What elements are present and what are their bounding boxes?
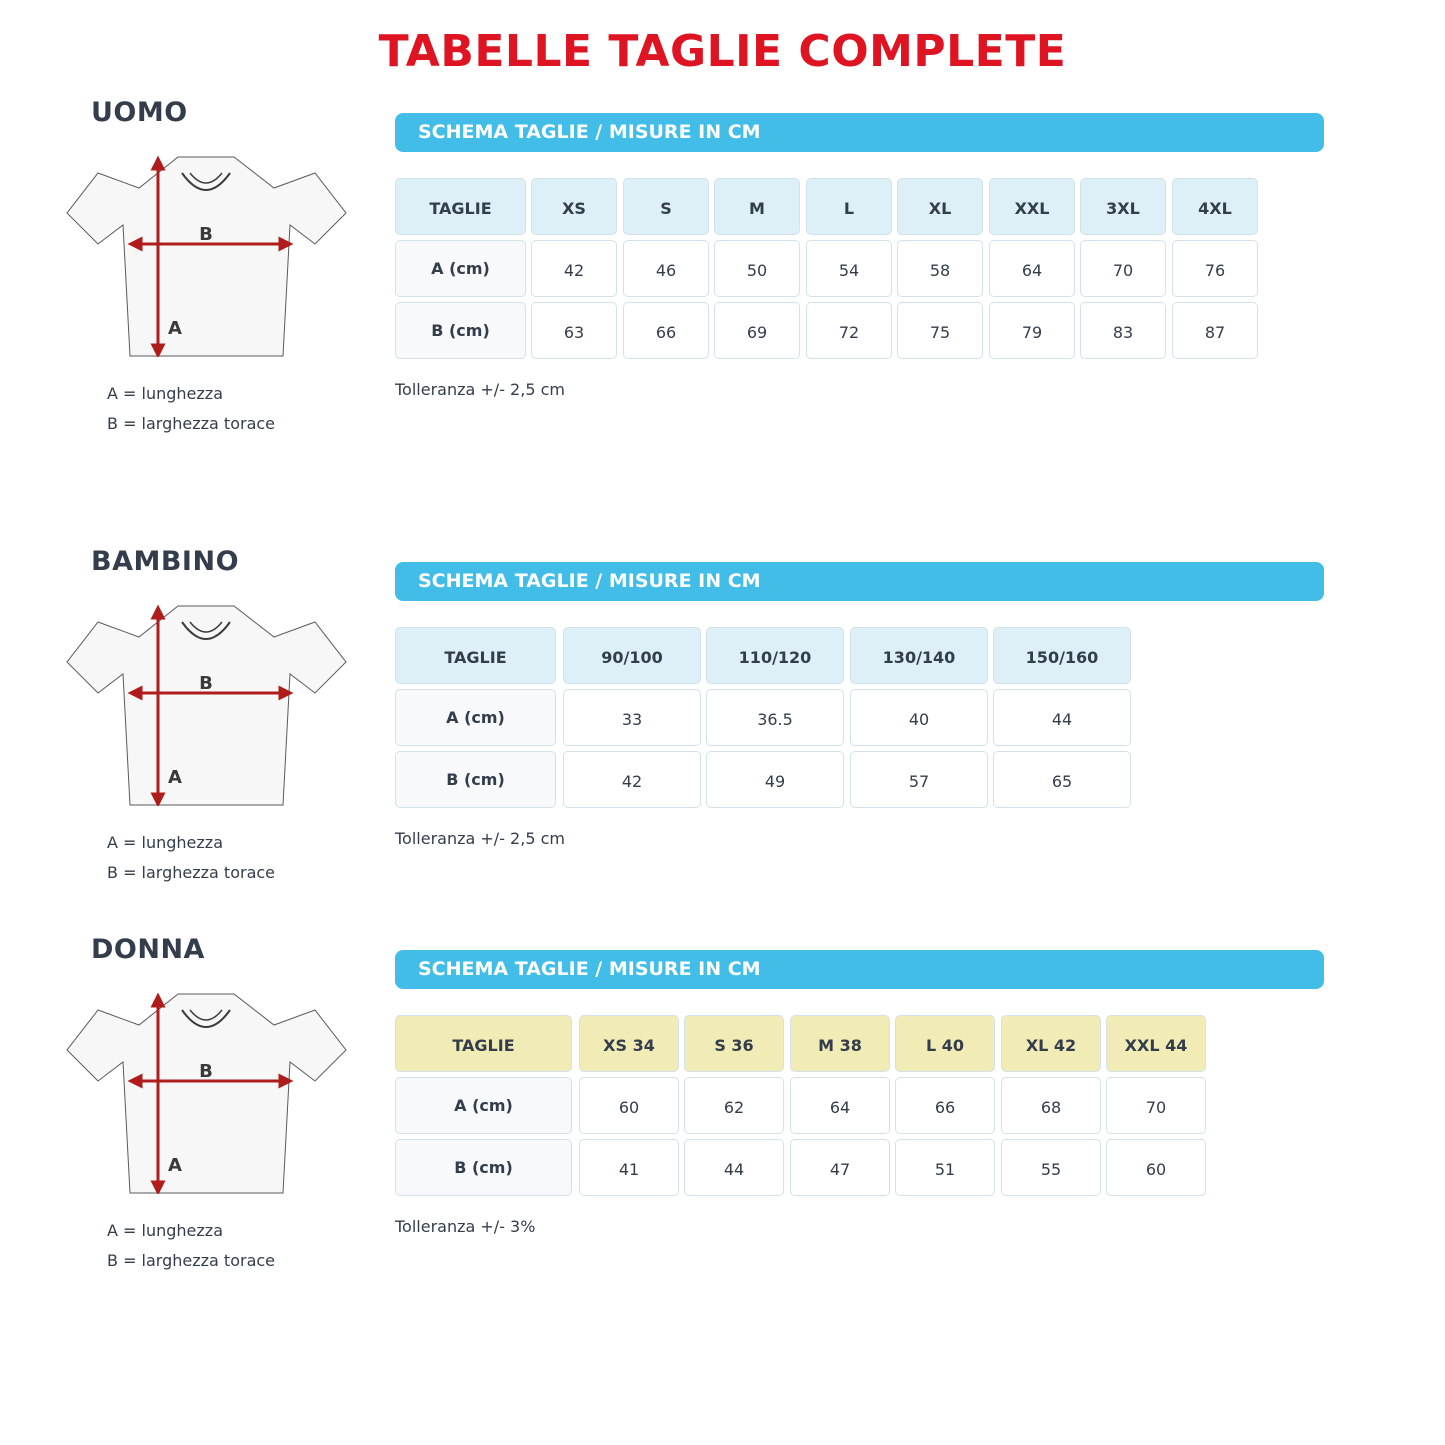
value-cell: 76: [1172, 240, 1258, 297]
legend: [107, 1220, 275, 1280]
header-cell-size: 4XL: [1172, 178, 1258, 235]
header-cell-size: XXL 44: [1106, 1015, 1206, 1072]
legend-a: A = lunghezza: [107, 1221, 223, 1240]
value-cell: 55: [1001, 1139, 1101, 1196]
value-cell: 66: [623, 302, 709, 359]
section-title: BAMBINO: [91, 546, 240, 577]
value-cell: 62: [684, 1077, 784, 1134]
row-label-cell: A (cm): [395, 240, 526, 297]
header-cell-size: XXL: [989, 178, 1075, 235]
value-cell: 41: [579, 1139, 679, 1196]
value-cell: 63: [531, 302, 617, 359]
header-cell-size: 110/120: [706, 627, 844, 684]
value-cell: 36.5: [706, 689, 844, 746]
legend-b: B = larghezza torace: [107, 863, 276, 882]
label-b: B: [199, 224, 213, 245]
value-cell: 70: [1106, 1077, 1206, 1134]
label-a: A: [168, 1155, 182, 1176]
label-b: B: [199, 1061, 213, 1082]
header-cell-size: L 40: [895, 1015, 995, 1072]
value-cell: 49: [706, 751, 844, 808]
value-cell: 64: [790, 1077, 890, 1134]
value-cell: 33: [563, 689, 701, 746]
value-cell: 75: [897, 302, 983, 359]
value-cell: 65: [993, 751, 1131, 808]
header-cell-size: M: [714, 178, 800, 235]
header-cell-label: TAGLIE: [395, 627, 556, 684]
legend-b: B = larghezza torace: [107, 1251, 276, 1270]
row-label-cell: B (cm): [395, 302, 526, 359]
value-cell: 69: [714, 302, 800, 359]
header-cell-size: M 38: [790, 1015, 890, 1072]
value-cell: 46: [623, 240, 709, 297]
section-banner: SCHEMA TAGLIE / MISURE IN CM: [395, 113, 1324, 152]
value-cell: 42: [531, 240, 617, 297]
value-cell: 87: [1172, 302, 1258, 359]
legend-a: A = lunghezza: [107, 833, 223, 852]
value-cell: 51: [895, 1139, 995, 1196]
value-cell: 64: [989, 240, 1075, 297]
value-cell: 60: [579, 1077, 679, 1134]
header-cell-label: TAGLIE: [395, 1015, 572, 1072]
legend: [107, 383, 275, 443]
row-label-cell: B (cm): [395, 751, 556, 808]
header-cell-size: S: [623, 178, 709, 235]
tshirt-diagram-icon: [64, 153, 350, 357]
value-cell: 54: [806, 240, 892, 297]
tolerance-note: Tolleranza +/- 3%: [395, 1217, 536, 1236]
tshirt-outline: [67, 994, 346, 1193]
row-label-cell: B (cm): [395, 1139, 572, 1196]
value-cell: 68: [1001, 1077, 1101, 1134]
page-title: TABELLE TAGLIE COMPLETE: [378, 26, 1067, 77]
legend-a: A = lunghezza: [107, 384, 223, 403]
size-section-2: [0, 934, 1445, 1294]
header-cell-size: L: [806, 178, 892, 235]
tshirt-diagram-icon: [64, 602, 350, 806]
header-cell-size: S 36: [684, 1015, 784, 1072]
value-cell: 60: [1106, 1139, 1206, 1196]
header-cell-size: 150/160: [993, 627, 1131, 684]
label-a: A: [168, 767, 182, 788]
value-cell: 44: [993, 689, 1131, 746]
section-title: DONNA: [91, 934, 205, 965]
header-cell-size: 3XL: [1080, 178, 1166, 235]
section-title: UOMO: [91, 97, 188, 128]
value-cell: 66: [895, 1077, 995, 1134]
value-cell: 57: [850, 751, 988, 808]
size-section-0: [0, 97, 1445, 457]
header-cell-size: XL 42: [1001, 1015, 1101, 1072]
row-label-cell: A (cm): [395, 1077, 572, 1134]
label-b: B: [199, 673, 213, 694]
tshirt-diagram-icon: [64, 990, 350, 1194]
value-cell: 42: [563, 751, 701, 808]
value-cell: 50: [714, 240, 800, 297]
tshirt-outline: [67, 606, 346, 805]
value-cell: 44: [684, 1139, 784, 1196]
value-cell: 40: [850, 689, 988, 746]
value-cell: 58: [897, 240, 983, 297]
value-cell: 47: [790, 1139, 890, 1196]
section-banner: SCHEMA TAGLIE / MISURE IN CM: [395, 562, 1324, 601]
legend-b: B = larghezza torace: [107, 414, 276, 433]
label-a: A: [168, 318, 182, 339]
header-cell-size: 90/100: [563, 627, 701, 684]
value-cell: 72: [806, 302, 892, 359]
header-cell-size: XS 34: [579, 1015, 679, 1072]
value-cell: 70: [1080, 240, 1166, 297]
header-cell-size: XL: [897, 178, 983, 235]
tolerance-note: Tolleranza +/- 2,5 cm: [395, 829, 565, 848]
header-cell-label: TAGLIE: [395, 178, 526, 235]
size-section-1: [0, 546, 1445, 906]
row-label-cell: A (cm): [395, 689, 556, 746]
legend: [107, 832, 275, 892]
header-cell-size: XS: [531, 178, 617, 235]
section-banner: SCHEMA TAGLIE / MISURE IN CM: [395, 950, 1324, 989]
value-cell: 79: [989, 302, 1075, 359]
value-cell: 83: [1080, 302, 1166, 359]
header-cell-size: 130/140: [850, 627, 988, 684]
tshirt-outline: [67, 157, 346, 356]
tolerance-note: Tolleranza +/- 2,5 cm: [395, 380, 565, 399]
